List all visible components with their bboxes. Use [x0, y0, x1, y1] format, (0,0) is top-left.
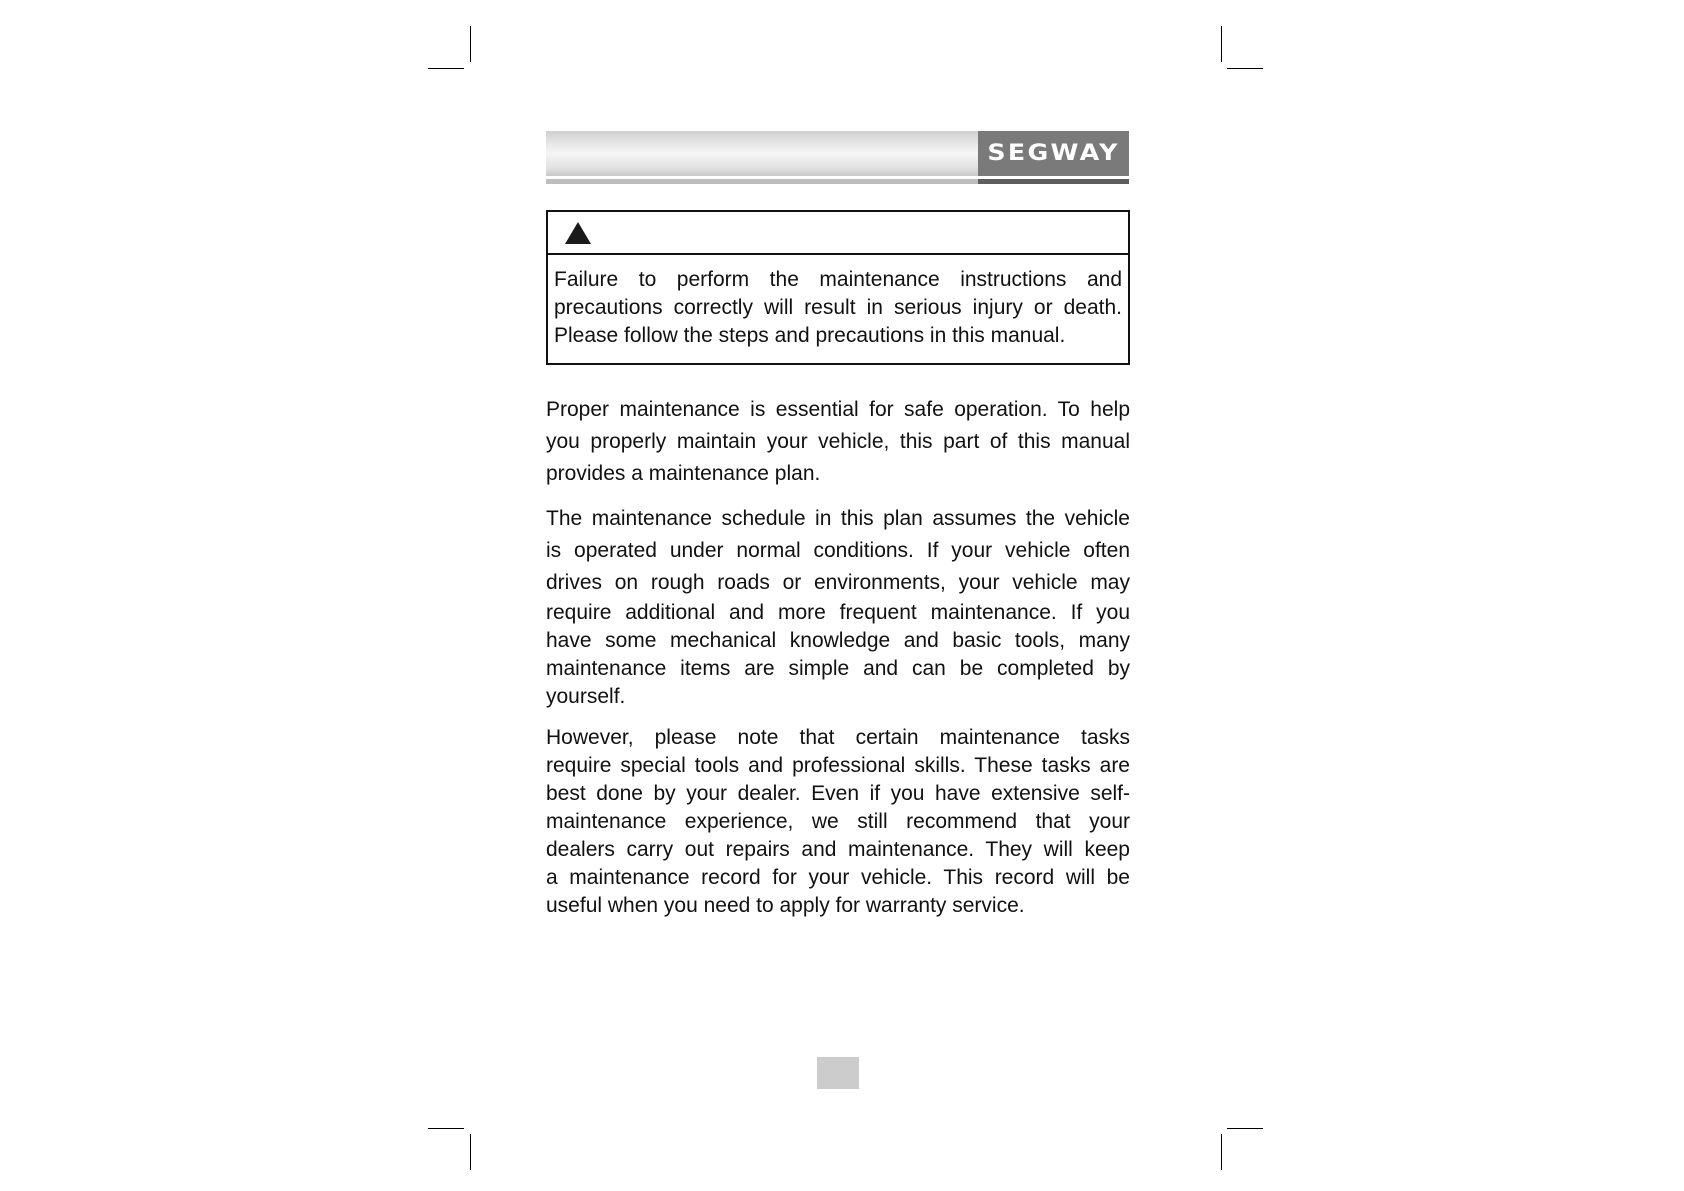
text-line: drives on rough roads or environments, your vehicle may: [546, 571, 1130, 594]
page-header: [546, 131, 1129, 184]
paragraph-dealer-maintenance: [546, 724, 1130, 920]
text-line: dealers carry out repairs and maintenance. They will keep: [546, 838, 1130, 861]
brand-logo: [978, 131, 1129, 176]
warning-text: [548, 255, 1128, 350]
crop-mark-bottom-left-vertical: [470, 1134, 471, 1170]
crop-mark-bottom-right-horizontal: [1227, 1128, 1263, 1129]
paragraph-maintenance-intro: [546, 394, 1130, 490]
crop-mark-bottom-right-vertical: [1221, 1134, 1222, 1170]
body-content: [546, 394, 1130, 933]
crop-mark-top-right-vertical: [1221, 26, 1222, 62]
header-rule: [546, 179, 978, 184]
header-gradient-band: [546, 131, 978, 176]
paragraph-maintenance-schedule: [546, 503, 1130, 711]
text-line: useful when you need to apply for warranty service.: [546, 894, 1025, 917]
text-line: best done by your dealer. Even if you have extensive self-: [546, 782, 1130, 805]
warning-header: [548, 212, 1128, 255]
warning-triangle-icon: [564, 221, 592, 245]
text-line: require additional and more frequent maintenance. If you: [546, 601, 1130, 624]
crop-mark-top-left-vertical: [470, 26, 471, 62]
warning-line: Failure to perform the maintenance instructions and: [554, 268, 1122, 291]
text-line: require special tools and professional skills. These tasks are: [546, 754, 1130, 777]
crop-mark-top-left-horizontal: [428, 68, 464, 69]
text-line: a maintenance record for your vehicle. This record will be: [546, 866, 1130, 889]
text-line: is operated under normal conditions. If your vehicle often: [546, 539, 1130, 562]
crop-mark-bottom-left-horizontal: [428, 1128, 464, 1129]
text-line: have some mechanical knowledge and basic tools, many: [546, 629, 1130, 652]
text-line: maintenance experience, we still recommend that your: [546, 810, 1130, 833]
page-number-box: [817, 1057, 859, 1089]
logo-rule: [978, 179, 1129, 184]
text-line: provides a maintenance plan.: [546, 462, 821, 485]
text-line: you properly maintain your vehicle, this part of this manual: [546, 430, 1130, 453]
text-line: maintenance items are simple and can be completed by: [546, 657, 1130, 680]
text-line: However, please note that certain maintenance tasks: [546, 726, 1130, 749]
warning-line: precautions correctly will result in serious injury or death.: [554, 296, 1122, 319]
warning-box: [546, 210, 1130, 365]
text-line: yourself.: [546, 685, 626, 708]
crop-mark-top-right-horizontal: [1227, 68, 1263, 69]
text-line: The maintenance schedule in this plan assumes the vehicle: [546, 507, 1130, 530]
brand-logo-text: SEGWAY: [987, 141, 1120, 166]
warning-line: Please follow the steps and precautions in this manual.: [554, 324, 1066, 347]
text-line: Proper maintenance is essential for safe operation. To help: [546, 398, 1130, 421]
